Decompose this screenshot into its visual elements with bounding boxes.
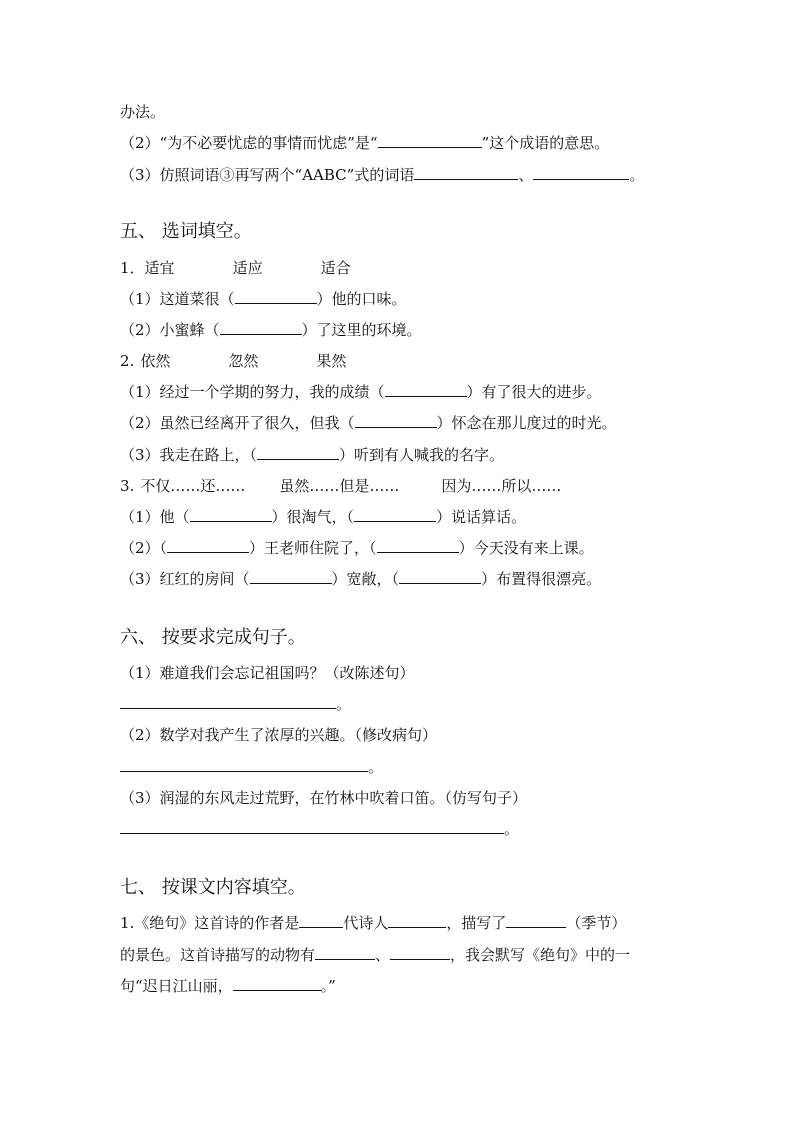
question-6-1: （1）难道我们会忘记祖国吗？（改陈述句） — [120, 664, 415, 682]
word-group-3: 3. 不仅……还…… 虽然……但是…… 因为……所以…… — [120, 477, 562, 495]
question-4-3: （3）仿照词语③再写两个“AABC”式的词语 、 。 — [120, 166, 645, 184]
answer-blank[interactable] — [257, 445, 339, 460]
answer-blank[interactable] — [533, 165, 629, 180]
answer-blank[interactable] — [399, 569, 481, 584]
answer-line-6-2: 。 — [120, 757, 383, 777]
poem-line-3: 句“迟日江山丽， 。” — [120, 977, 336, 995]
section-6-title: 六、 按要求完成句子。 — [120, 627, 306, 648]
answer-blank[interactable] — [190, 507, 272, 522]
question-4-2: （2）“为不必要忧虑的事情而忧虑”是“ ”这个成语的意思。 — [120, 134, 610, 152]
answer-blank[interactable] — [167, 538, 249, 553]
question-6-3: （3）润湿的东风走过荒野，在竹林中吹着口笛。（仿写句子） — [120, 789, 528, 807]
section-7-title: 七、 按课文内容填空。 — [120, 877, 306, 898]
answer-blank[interactable] — [385, 382, 467, 397]
section-5-title: 五、 选词填空。 — [120, 221, 252, 242]
answer-blank[interactable] — [315, 945, 375, 960]
question-6-2: （2）数学对我产生了浓厚的兴趣。（修改病句） — [120, 726, 438, 744]
question-5-3-1: （1）他（ ）很淘气，（ ）说话算话。 — [120, 508, 527, 526]
answer-blank[interactable] — [390, 945, 450, 960]
question-5-2-1: （1）经过一个学期的努力，我的成绩（ ）有了很大的进步。 — [120, 383, 602, 401]
question-5-3-3: （3）红红的房间（ ）宽敞，（ ）布置得很漂亮。 — [120, 570, 602, 588]
answer-blank[interactable] — [354, 507, 436, 522]
question-5-1-1: （1）这道菜很（ ）他的口味。 — [120, 290, 407, 308]
answer-blank[interactable] — [235, 289, 317, 304]
answer-blank[interactable] — [388, 913, 446, 928]
answer-blank[interactable] — [378, 133, 482, 148]
question-5-1-2: （2）小蜜蜂（ ）了这里的环境。 — [120, 321, 422, 339]
word-group-2: 2. 依然 忽然 果然 — [120, 352, 347, 370]
answer-line[interactable] — [120, 757, 368, 772]
poem-line-1: 1.《绝句》这首诗的作者是 代诗人 ，描写了 （季节） — [120, 914, 627, 932]
answer-line[interactable] — [120, 819, 504, 834]
question-5-2-3: （3）我走在路上，（ ）听到有人喊我的名字。 — [120, 446, 505, 464]
answer-blank[interactable] — [233, 976, 321, 991]
answer-blank[interactable] — [377, 538, 459, 553]
answer-blank[interactable] — [250, 569, 332, 584]
answer-blank[interactable] — [299, 913, 343, 928]
question-5-3-2: （2）（ ）王老师住院了，（ ）今天没有来上课。 — [120, 539, 594, 557]
poem-line-2: 的景色。这首诗描写的动物有 、 ，我会默写《绝句》中的一 — [120, 946, 631, 964]
answer-blank[interactable] — [220, 320, 302, 335]
answer-blank[interactable] — [414, 165, 518, 180]
answer-blank[interactable] — [506, 913, 566, 928]
answer-line[interactable] — [120, 694, 336, 709]
answer-blank[interactable] — [355, 413, 437, 428]
answer-line-6-1: 。 — [120, 694, 351, 714]
continued-text: 办法。 — [120, 103, 166, 121]
question-5-2-2: （2）虽然已经离开了很久，但我（ ）怀念在那儿度过的时光。 — [120, 414, 617, 432]
word-group-1: 1．适宜 适应 适合 — [120, 259, 351, 277]
answer-line-6-3: 。 — [120, 819, 519, 839]
